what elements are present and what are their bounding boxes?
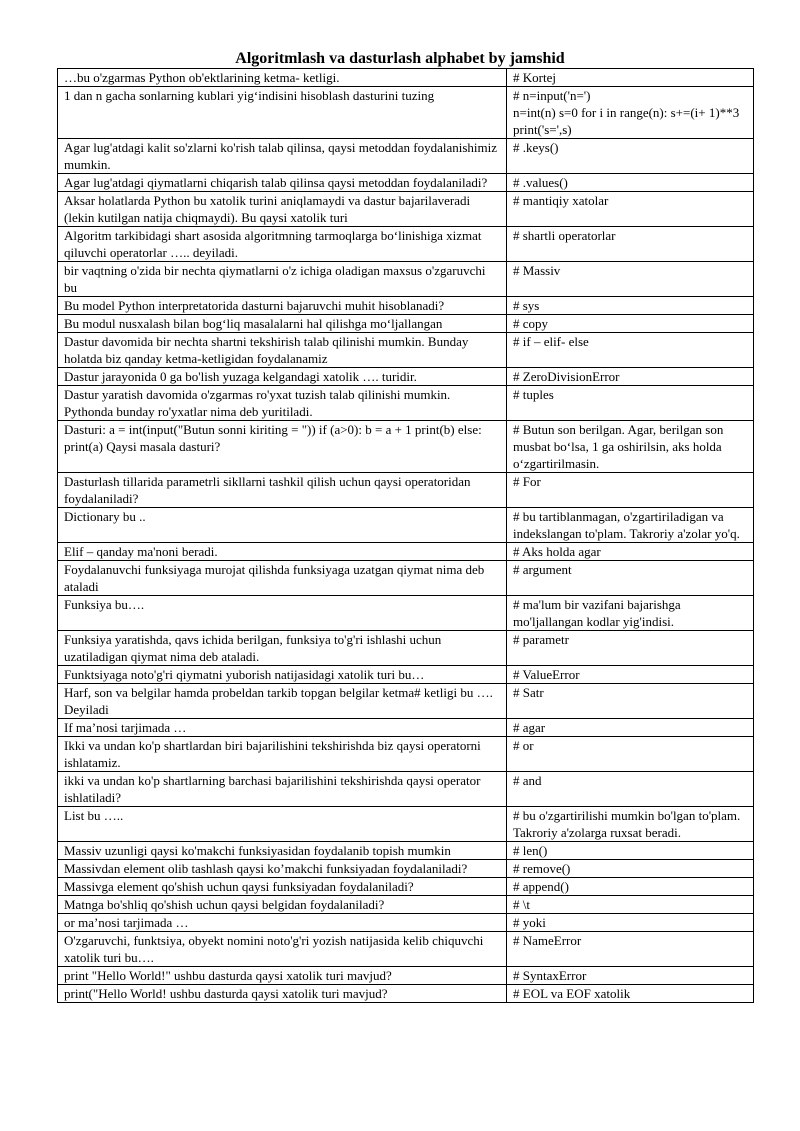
answer-cell: # and: [507, 772, 754, 807]
table-row: [58, 932, 754, 967]
question-cell: print "Hello World!" ushbu dasturda qaysi xatolik turi mavjud?: [58, 967, 507, 985]
table-row: [58, 421, 754, 473]
answer-cell: # yoki: [507, 914, 754, 932]
table-row: [58, 807, 754, 842]
question-cell: Agar lug'atdagi qiymatlarni chiqarish talab qilinsa qaysi metoddan foydalaniladi?: [58, 174, 507, 192]
answer-cell: # mantiqiy xatolar: [507, 192, 754, 227]
table-row: [58, 737, 754, 772]
answer-cell: # NameError: [507, 932, 754, 967]
answer-cell: # agar: [507, 719, 754, 737]
question-cell: Massivdan element olib tashlash qaysi ko’makchi funksiyadan foydalaniladi?: [58, 860, 507, 878]
question-cell: Dasturlash tillarida parametrli sikllarni tashkil qilish uchun qaysi operatoridan foydalaniladi?: [58, 473, 507, 508]
question-cell: Dastur davomida bir nechta shartni tekshirish talab qilinishi mumkin. Bunday holatda biz qanday ketma-ketligidan foydalanamiz: [58, 333, 507, 368]
question-cell: print("Hello World! ushbu dasturda qaysi xatolik turi mavjud?: [58, 985, 507, 1003]
question-cell: bir vaqtning o'zida bir nechta qiymatlarni o'z ichiga oladigan maxsus o'zgaruvchi bu: [58, 262, 507, 297]
answer-cell: # parametr: [507, 631, 754, 666]
question-cell: Elif – qanday ma'noni beradi.: [58, 543, 507, 561]
table-row: [58, 631, 754, 666]
answer-cell: # Massiv: [507, 262, 754, 297]
answer-cell: # if – elif- else: [507, 333, 754, 368]
question-cell: Matnga bo'shliq qo'shish uchun qaysi belgidan foydalaniladi?: [58, 896, 507, 914]
table-row: [58, 719, 754, 737]
question-cell: O'zgaruvchi, funktsiya, obyekt nomini noto'g'ri yozish natijasida kelib chiquvchi xatolik turi bu….: [58, 932, 507, 967]
answer-cell: # SyntaxError: [507, 967, 754, 985]
table-row: [58, 174, 754, 192]
question-cell: 1 dan n gacha sonlarning kublari yig‘indisini hisoblash dasturini tuzing: [58, 87, 507, 139]
table-row: [58, 297, 754, 315]
answer-cell: # sys: [507, 297, 754, 315]
question-cell: Dastur yaratish davomida o'zgarmas ro'yxat tuzish talab qilinishi mumkin. Pythonda bunday ro'yxatlar nima deb yuritiladi.: [58, 386, 507, 421]
table-row: [58, 596, 754, 631]
answer-cell: # .keys(): [507, 139, 754, 174]
answer-cell: # Aks holda agar: [507, 543, 754, 561]
answer-cell: # ZeroDivisionError: [507, 368, 754, 386]
answer-cell: # EOL va EOF xatolik: [507, 985, 754, 1003]
question-cell: Ikki va undan ko'p shartlardan biri bajarilishini tekshirishda biz qaysi operatorni ishlatamiz.: [58, 737, 507, 772]
table-row: [58, 896, 754, 914]
table-row: [58, 842, 754, 860]
table-row: [58, 139, 754, 174]
answer-cell: # or: [507, 737, 754, 772]
answer-cell: # Butun son berilgan. Agar, berilgan son musbat bo‘lsa, 1 ga oshirilsin, aks holda o‘zgartirilmasin.: [507, 421, 754, 473]
table-row: [58, 772, 754, 807]
table-row: [58, 878, 754, 896]
table-row: [58, 87, 754, 139]
answer-cell: # Kortej: [507, 69, 754, 87]
table-row: [58, 69, 754, 87]
answer-cell: # Satr: [507, 684, 754, 719]
question-cell: Foydalanuvchi funksiyaga murojat qilishda funksiyaga uzatgan qiymat nima deb ataladi: [58, 561, 507, 596]
answer-cell: # append(): [507, 878, 754, 896]
question-cell: ikki va undan ko'p shartlarning barchasi bajarilishini tekshirishda qaysi operator ishlatiladi?: [58, 772, 507, 807]
question-cell: Massivga element qo'shish uchun qaysi funksiyadan foydalaniladi?: [58, 878, 507, 896]
table-row: [58, 473, 754, 508]
table-row: [58, 192, 754, 227]
table-row: [58, 315, 754, 333]
table-row: [58, 543, 754, 561]
table-row: [58, 666, 754, 684]
table-row: [58, 386, 754, 421]
question-cell: List bu …..: [58, 807, 507, 842]
table-row: [58, 508, 754, 543]
question-cell: Aksar holatlarda Python bu xatolik turini aniqlamaydi va dastur bajarilaveradi (lekin kutilgan natija chiqmaydi). Bu qaysi xatolik turi: [58, 192, 507, 227]
answer-cell: # ma'lum bir vazifani bajarishga mo'ljallangan kodlar yig'indisi.: [507, 596, 754, 631]
answer-cell: # remove(): [507, 860, 754, 878]
answer-cell: # \t: [507, 896, 754, 914]
table-row: [58, 368, 754, 386]
answer-cell: # argument: [507, 561, 754, 596]
page-title: Algoritmlash va dasturlash alphabet by jamshid: [235, 50, 565, 67]
answer-cell: # shartli operatorlar: [507, 227, 754, 262]
question-cell: Bu modul nusxalash bilan bog‘liq masalalarni hal qilishga mo‘ljallangan: [58, 315, 507, 333]
question-cell: Dictionary bu ..: [58, 508, 507, 543]
question-cell: Funktsiyaga noto'g'ri qiymatni yuborish natijasidagi xatolik turi bu…: [58, 666, 507, 684]
table-row: [58, 914, 754, 932]
answer-cell: # n=input('n=') n=int(n) s=0 for i in range(n): s+=(i+ 1)**3 print('s=',s): [507, 87, 754, 139]
question-cell: If ma’nosi tarjimada …: [58, 719, 507, 737]
table-row: [58, 967, 754, 985]
answer-cell: # copy: [507, 315, 754, 333]
qa-table: [57, 68, 754, 1003]
question-cell: Harf, son va belgilar hamda probeldan tarkib topgan belgilar ketma# ketligi bu …. Deyiladi: [58, 684, 507, 719]
answer-cell: # len(): [507, 842, 754, 860]
table-row: [58, 860, 754, 878]
question-cell: Dasturi: a = int(input("Butun sonni kiriting = ")) if (a>0): b = a + 1 print(b) else: print(a) Qaysi masala dasturi?: [58, 421, 507, 473]
question-cell: Funksiya bu….: [58, 596, 507, 631]
table-row: [58, 684, 754, 719]
answer-cell: # .values(): [507, 174, 754, 192]
table-row: [58, 262, 754, 297]
question-cell: Algoritm tarkibidagi shart asosida algoritmning tarmoqlarga bo‘linishiga xizmat qiluvchi operatorlar ….. deyiladi.: [58, 227, 507, 262]
table-row: [58, 333, 754, 368]
answer-cell: # ValueError: [507, 666, 754, 684]
question-cell: or ma’nosi tarjimada …: [58, 914, 507, 932]
qa-table-body: [58, 69, 754, 1003]
question-cell: …bu o'zgarmas Python ob'ektlarining ketma- ketligi.: [58, 69, 507, 87]
answer-cell: # bu o'zgartirilishi mumkin bo'lgan to'plam. Takroriy a'zolarga ruxsat beradi.: [507, 807, 754, 842]
answer-cell: # tuples: [507, 386, 754, 421]
table-row: [58, 561, 754, 596]
question-cell: Massiv uzunligi qaysi ko'makchi funksiyasidan foydalanib topish mumkin: [58, 842, 507, 860]
question-cell: Agar lug'atdagi kalit so'zlarni ko'rish talab qilinsa, qaysi metoddan foydalanishimiz mumkin.: [58, 139, 507, 174]
table-row: [58, 227, 754, 262]
question-cell: Funksiya yaratishda, qavs ichida berilgan, funksiya to'g'ri ishlashi uchun uzatiladigan qiymat nima deb ataladi.: [58, 631, 507, 666]
answer-cell: # bu tartiblanmagan, o'zgartiriladigan va indekslangan to'plam. Takroriy a'zolar yo'q.: [507, 508, 754, 543]
question-cell: Dastur jarayonida 0 ga bo'lish yuzaga kelgandagi xatolik …. turidir.: [58, 368, 507, 386]
answer-cell: # For: [507, 473, 754, 508]
table-row: [58, 985, 754, 1003]
question-cell: Bu model Python interpretatorida dasturni bajaruvchi muhit hisoblanadi?: [58, 297, 507, 315]
